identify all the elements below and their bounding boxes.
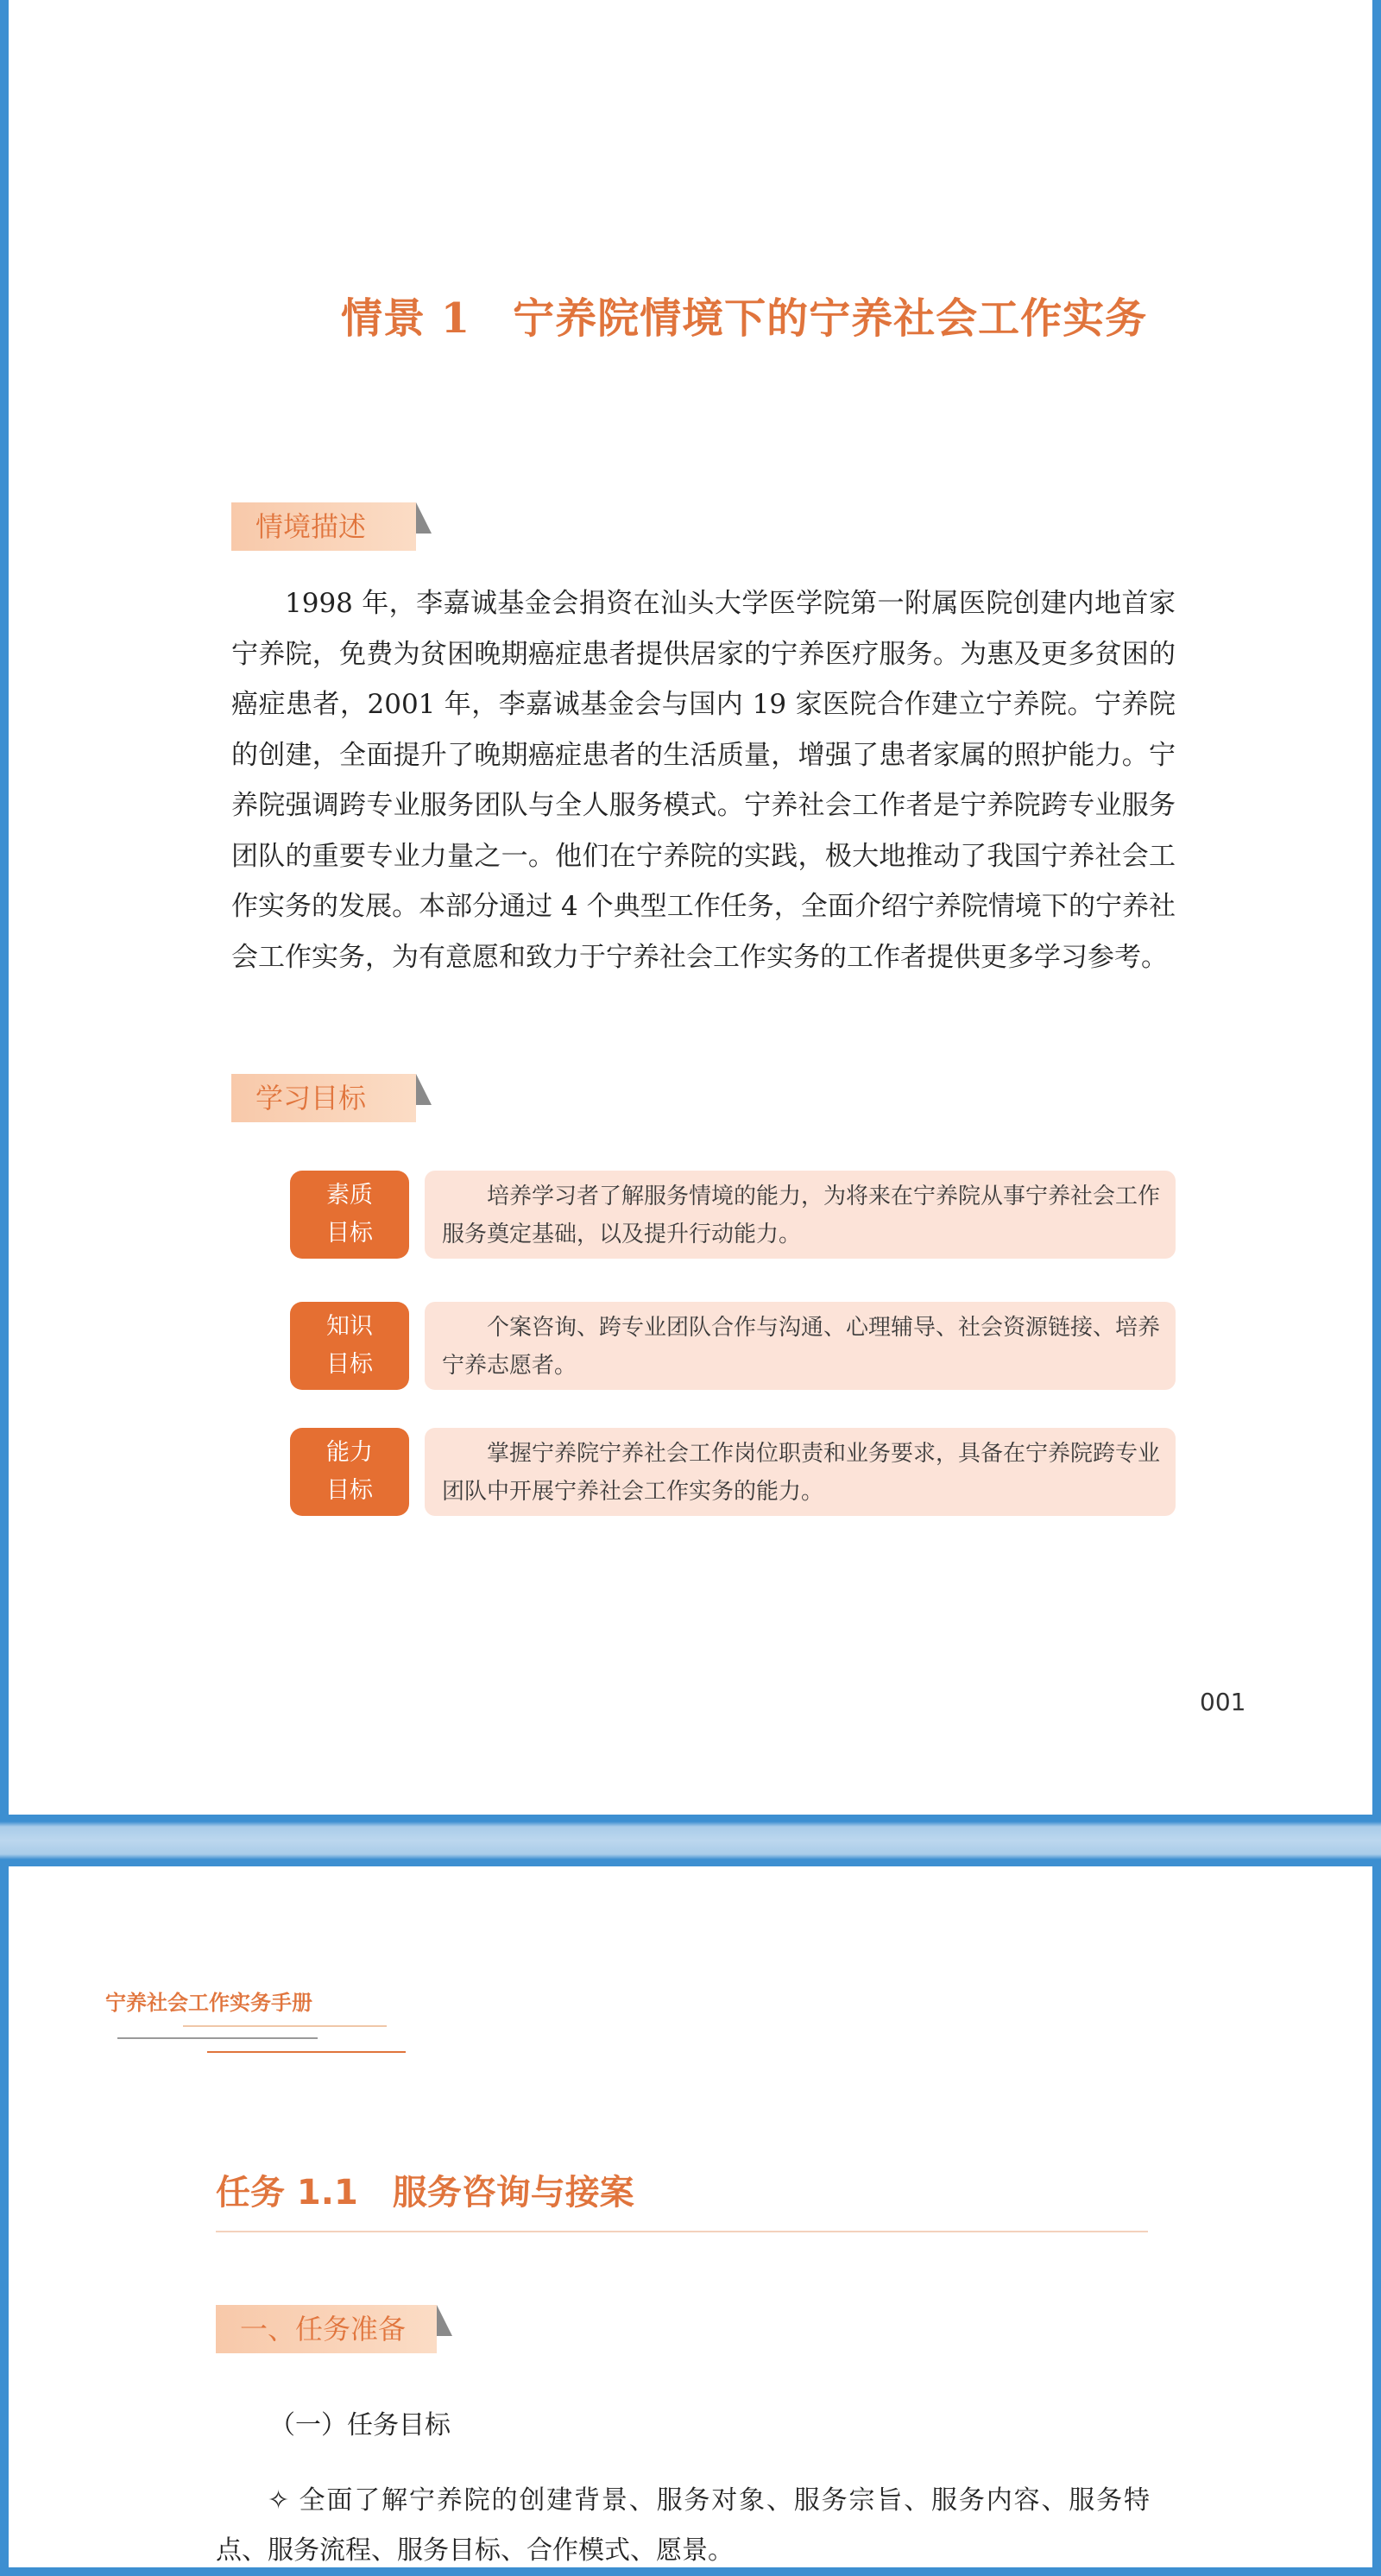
task-preparation-tag: [216, 2305, 437, 2353]
scenario-description-tag-label: 情境描述: [255, 510, 367, 543]
running-head-rule: [207, 2051, 406, 2053]
tag-fold-icon: [416, 502, 432, 534]
goal-text-ability: 掌握宁养院宁养社会工作岗位职责和业务要求，具备在宁养院跨专业团队中开展宁养社会工作实务的能力。: [425, 1428, 1176, 1516]
goal-label-line: 素质: [326, 1182, 373, 1209]
task-title: 任务 1.1 服务咨询与接案: [216, 2173, 634, 2213]
goal-label-ability: [290, 1428, 409, 1516]
scenario-description-tag: [231, 502, 416, 551]
goal-label-line: 知识: [326, 1313, 373, 1340]
learning-goals-tag: [231, 1074, 416, 1122]
page-002: [9, 1866, 1372, 2567]
chapter-title: 情景 1 宁养院情境下的宁养社会工作实务: [341, 294, 1148, 343]
tag-fold-icon: [416, 1074, 432, 1105]
task-goal-subheading: （一）任务目标: [269, 2410, 451, 2440]
goal-label-quality: [290, 1171, 409, 1259]
page-001: [9, 0, 1372, 1815]
scenario-description-text: 1998 年，李嘉诚基金会捐资在汕头大学医学院第一附属医院创建内地首家宁养院，免费为贫困晚期癌症患者提供居家的宁养医疗服务。为惠及更多贫困的癌症患者，2001 年，李嘉诚基金会与国内 19 家医院合作建立宁养院。宁养院的创建，全面提升了晚期癌症患者的生活质量，增强了患者家属的照护能力。宁养院强调跨专业服务团队与全人服务模式。宁养社会工作者是宁养院跨专业服务团队的重要专业力量之一。他们在宁养院的实践，极大地推动了我国宁养社会工作实务的发展。本部分通过 4 个典型工作任务，全面介绍宁养院情境下的宁养社会工作实务，为有意愿和致力于宁养社会工作实务的工作者提供更多学习参考。: [231, 588, 1176, 973]
goal-text-knowledge: 个案咨询、跨专业团队合作与沟通、心理辅导、社会资源链接、培养宁养志愿者。: [425, 1302, 1176, 1390]
goal-label-line: 目标: [326, 1220, 373, 1247]
task-title-rule: [216, 2231, 1148, 2232]
goal-label-line: 能力: [326, 1439, 373, 1466]
goal-label-line: 目标: [326, 1351, 373, 1378]
page-gap: [0, 1815, 1381, 1866]
running-head-rule: [183, 2025, 387, 2027]
learning-goals-tag-label: 学习目标: [255, 1082, 367, 1114]
task-goal-bullet: ✧ 全面了解宁养院的创建背景、服务对象、服务宗旨、服务内容、服务特点、服务流程、服务目标、合作模式、愿景。: [216, 2485, 1151, 2566]
tag-fold-icon: [437, 2305, 452, 2336]
task-preparation-tag-label: 一、任务准备: [240, 2313, 407, 2346]
running-head: 宁养社会工作实务手册: [105, 1991, 312, 2015]
goal-label-line: 目标: [326, 1477, 373, 1504]
page-number: 001: [1200, 1688, 1246, 1716]
goal-text-quality: 培养学习者了解服务情境的能力，为将来在宁养院从事宁养社会工作服务奠定基础，以及提升行动能力。: [425, 1171, 1176, 1259]
running-head-rule: [117, 2037, 318, 2039]
goal-label-knowledge: [290, 1302, 409, 1390]
